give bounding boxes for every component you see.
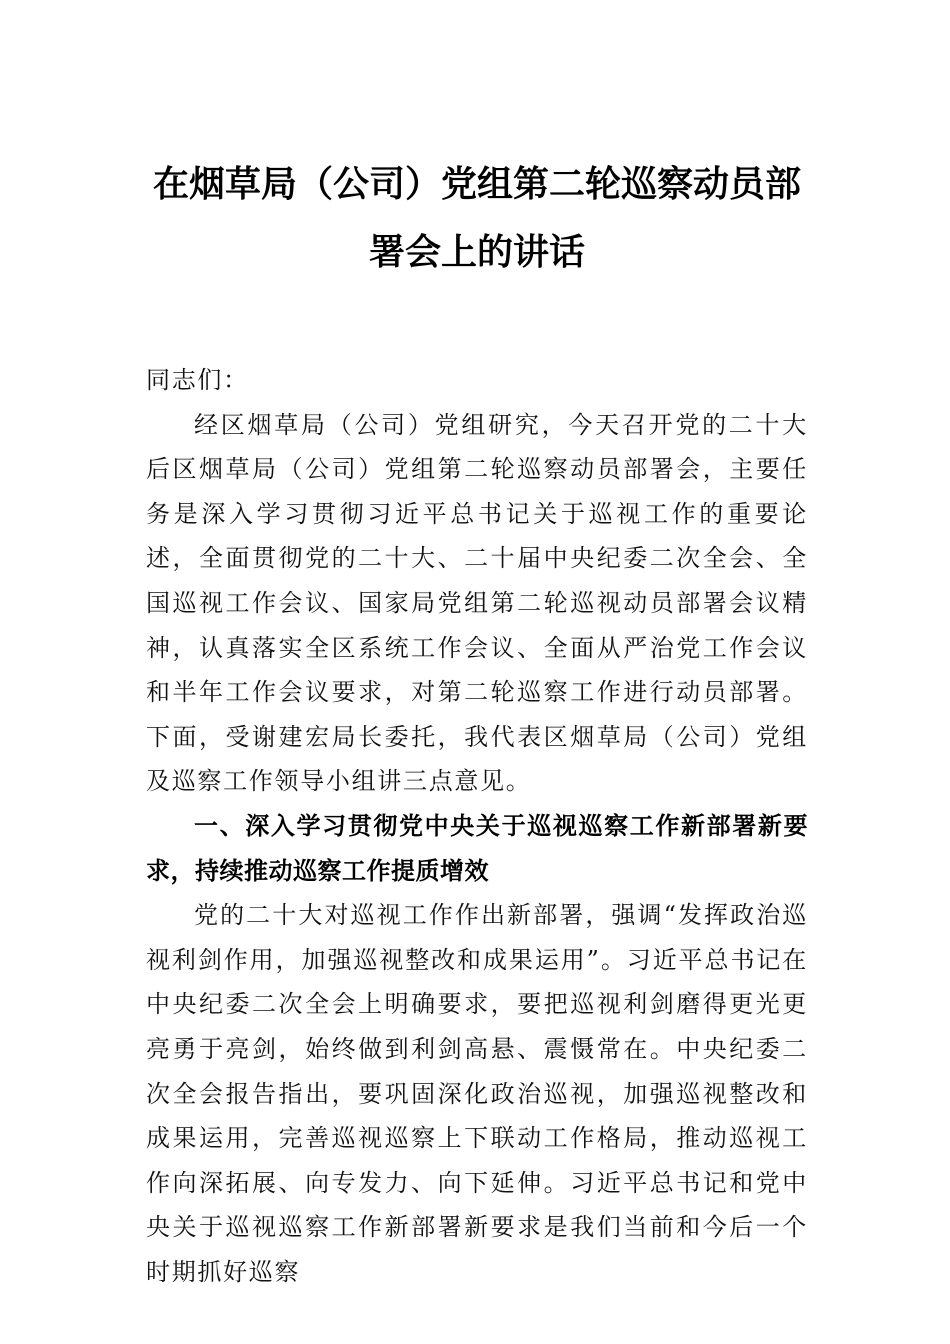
title-line-2: 署会上的讲话: [368, 231, 585, 273]
salutation: 同志们：: [146, 366, 249, 394]
title-line-1: 在烟草局（公司）党组第二轮巡察动员部: [152, 163, 801, 205]
document-title: [146, 150, 808, 286]
intro-paragraph: 经区烟草局（公司）党组研究，今天召开党的二十大后区烟草局（公司）党组第二轮巡察动员部署会，主要任务是深入学习贯彻习近平总书记关于巡视工作的重要论述，全面贯彻党的二十大、二十届中央纪委二次全会、全国巡视工作会议、国家局党组第二轮巡视动员部署会议精神，认真落实全区系统工作会议、全面从严治党工作会议和半年工作会议要求，对第二轮巡察工作进行动员部署。下面，受谢建宏局长委托，我代表区烟草局（公司）党组及巡察工作领导小组讲三点意见。: [146, 410, 808, 796]
document-page: [146, 150, 808, 1294]
section-1-heading: 一、深入学习贯彻党中央关于巡视巡察工作新部署新要求，持续推动巡察工作提质增效: [146, 811, 808, 885]
section-1-paragraph: 党的二十大对巡视工作作出新部署，强调“发挥政治巡视利剑作用，加强巡视整改和成果运用”。习近平总书记在中央纪委二次全会上明确要求，要把巡视利剑磨得更光更亮勇于亮剑，始终做到利剑高悬、震慑常在。中央纪委二次全会报告指出，要巩固深化政治巡视，加强巡视整改和成果运用，完善巡视巡察上下联动工作格局，推动巡视工作向深拓展、向专发力、向下延伸。习近平总书记和党中央关于巡视巡察工作新部署新要求是我们当前和今后一个时期抓好巡察: [146, 901, 808, 1286]
